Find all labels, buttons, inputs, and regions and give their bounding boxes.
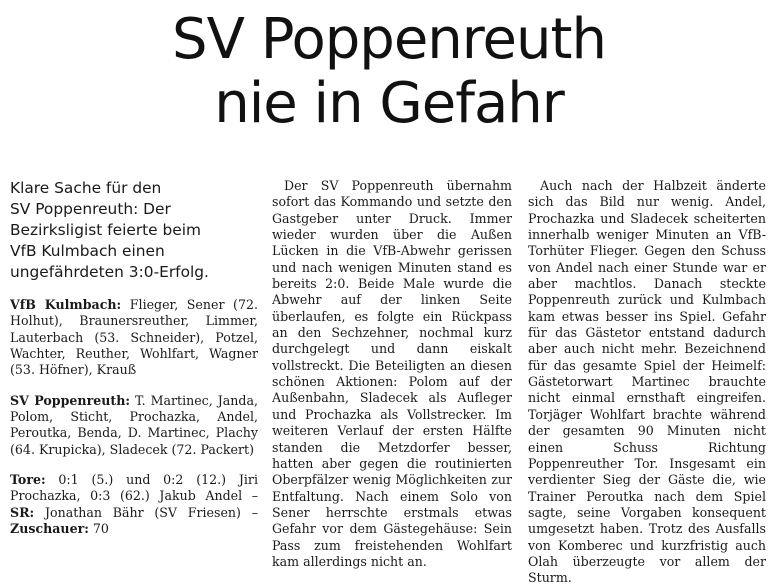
lead-line: Klare Sache für den: [10, 179, 162, 197]
lead-line: SV Poppenreuth: Der: [10, 200, 171, 218]
referee-label: SR:: [10, 504, 35, 520]
body-paragraph-1: Der SV Poppenreuth übernahm sofort das Kommando und setzte den Gastgeber unter Druck. Immer wieder wurden über die Außen Lücken in die VfB-Abwehr gerissen und nach wenigen Minuten stand es bereits 2:0. Beide Male wurde die Abwehr auf der linken Seite überlaufen, es folgte ein Rückpass an den Sechzehner, nochmal kurz durchgelegt und dann eiskalt vollstreckt. Die Beteiligten an diesen schönen Aktionen: Polom auf der Außenbahn, Sladecek als Aufleger und Prochazka als Vollstrecker. Im weiteren Verlauf der ersten Hälfte standen die Metzdorfer besser, hatten aber gegen die routinierten Oberpfälzer wenig Möglichkeiten zur Entfaltung. Nach einem Solo von Sener herrschte erstmals etwas Gefahr vor dem Gästegehäuse: Sein Pass zum freistehenden Wohlfart kam allerdings nicht an.: [272, 178, 512, 569]
lineup-poppenreuth-team: SV Poppenreuth:: [10, 392, 131, 408]
match-info: [10, 472, 258, 537]
lineup-kulmbach-team: VfB Kulmbach:: [10, 297, 122, 312]
referee-text: Jonathan Bähr (SV Friesen) –: [44, 504, 258, 520]
column-3: [528, 178, 766, 587]
lineup-kulmbach: [10, 297, 258, 379]
goals-text: 0:1 (5.) und 0:2 (12.) Jiri Prochazka, 0:3 (62.) Jakub Andel –: [10, 472, 258, 504]
spectators-count: 70: [92, 521, 109, 537]
lineup-poppenreuth-players: T. Martinec, Janda, Polom, Sticht, Prochazka, Andel, Peroutka, Benda, D. Martinec, Plachy (64. Krupicka), Sladecek (72. Packert): [10, 392, 258, 457]
article-headline: [0, 8, 778, 136]
lead-paragraph: [10, 178, 258, 283]
goals-label: Tore:: [10, 472, 46, 488]
column-1: [10, 178, 258, 537]
spectators-label: Zuschauer:: [10, 521, 89, 537]
body-paragraph-2: Auch nach der Halbzeit änderte sich das Bild nur wenig. Andel, Prochazka und Sladecek scheiterten innerhalb weniger Minuten an VfB-Torhüter Flieger. Gegen den Schuss von Andel nach einer Stunde war er aber machtlos. Danach steckte Poppenreuth zurück und Kulmbach kam etwas besser ins Spiel. Gefahr für das Gästetor entstand dadurch aber auch nicht mehr. Bezeichnend für das gesamte Spiel der Heimelf: Gästetorwart Martinec brauchte nicht einmal ernsthaft eingreifen. Torjäger Wohlfart brachte während der gesamten 90 Minuten nicht einen Schuss Richtung Poppenreuther Tor. Insgesamt ein verdienter Sieg der Gäste die, wie Trainer Peroutka nach dem Spiel sagte, seine Vorgaben konsequent umgesetzt haben. Trotz des Ausfalls von Komberec und kurzfristig auch Olah überzeugte vor allem der Sturm.: [528, 178, 766, 586]
lineup-poppenreuth: [10, 393, 258, 458]
headline-line-2: nie in Gefahr: [214, 71, 564, 136]
headline-line-1: SV Poppenreuth: [172, 7, 606, 72]
lineup-kulmbach-players: Flieger, Sener (72. Holhut), Braunersreuther, Limmer, Lauterbach (53. Schneider), Potzel, Wachter, Reuther, Wohlfart, Wagner (53. Höfner), Krauß: [10, 297, 258, 378]
column-2: [272, 178, 512, 570]
lead-line: Bezirksligist feierte beim: [10, 221, 202, 239]
lead-line: VfB Kulmbach einen: [10, 242, 165, 260]
lead-line: ungefährdeten 3:0-Erfolg.: [10, 263, 209, 281]
